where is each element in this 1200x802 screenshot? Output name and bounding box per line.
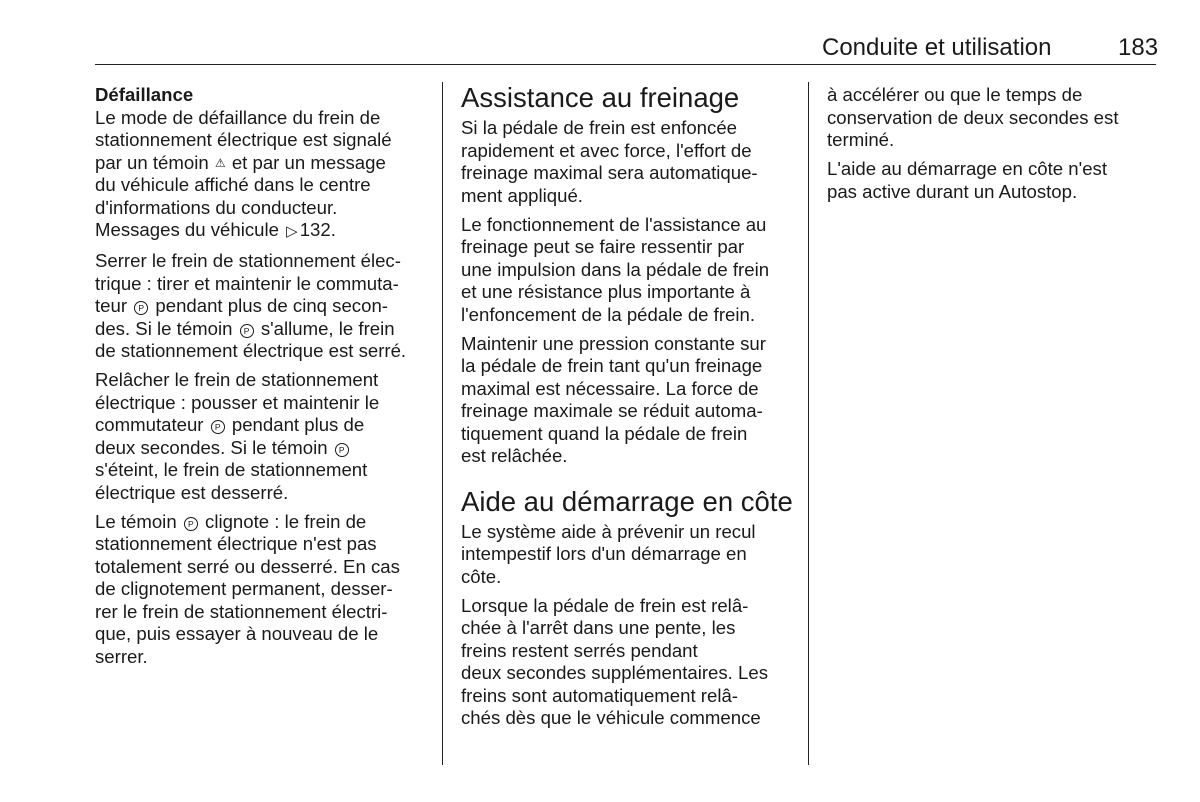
column-left: [95, 84, 406, 668]
parking-brake-p-icon: P: [240, 324, 254, 338]
parking-brake-p-icon: P: [335, 443, 349, 457]
column-divider-right: [808, 82, 809, 765]
paragraph: Lorsque la pédale de frein est relâ‐ chée à l'arrêt dans une pente, les freins restent serrés pendant deux secondes supplémentaires. Les freins sont automatiquement relâ‐ chés dès que le véhicule commence: [461, 594, 768, 728]
column-divider-left: [442, 82, 443, 765]
heading-aide-demarrage-cote: Aide au démarrage en côte: [461, 485, 793, 517]
arrow-reference-icon: ▷: [286, 223, 298, 240]
page-number: 183: [1118, 34, 1159, 61]
parking-brake-p-icon: P: [211, 420, 225, 434]
paragraph: Le témoin P clignote : le frein de stationnement électrique n'est pas totalement serré ou desserré. En cas de clignotement permanent, desser‐ rer le frein de stationnement électri‐ que, puis essayer à nouveau de le serrer.: [95, 510, 400, 667]
paragraph: Le fonctionnement de l'assistance au freinage peut se faire ressentir par une impulsion dans la pédale de frein et une résistance plus importante à l'enfoncement de la pédale de frein.: [461, 213, 770, 325]
header-rule: [95, 64, 1156, 65]
heading-assistance-freinage: Assistance au freinage: [461, 82, 740, 113]
parking-brake-fault-icon: ⚠: [214, 155, 226, 170]
column-middle: [461, 82, 793, 730]
paragraph: Serrer le frein de stationnement élec‐ trique : tirer et maintenir le commuta‐ teur P pendant plus de cinq secon‐ des. Si le témoin P s'allume, le frein de stationnement électrique est serré.: [95, 250, 407, 361]
paragraph: Relâcher le frein de stationnement électrique : pousser et maintenir le commutateur P pendant plus de deux secondes. Si le témoin P s'éteint, le frein de stationnement électrique est desserré.: [95, 369, 380, 503]
column-right: [827, 84, 1119, 203]
parking-brake-p-icon: P: [184, 517, 198, 531]
paragraph: Maintenir une pression constante sur la pédale de frein tant qu'un freinage maximal est nécessaire. La force de freinage maximale se réduit automa‐ tiquement quand la pédale de frein est relâchée.: [461, 332, 766, 466]
paragraph: L'aide au démarrage en côte n'est pas active durant un Autostop.: [827, 158, 1107, 202]
paragraph: Le système aide à prévenir un recul intempestif lors d'un démarrage en côte.: [461, 520, 756, 587]
parking-brake-p-icon: P: [134, 301, 148, 315]
subheading-defaillance: Défaillance: [95, 84, 194, 105]
paragraph: à accélérer ou que le temps de conservation de deux secondes est terminé.: [827, 84, 1119, 150]
paragraph: Si la pédale de frein est enfoncée rapidement et avec force, l'effort de freinage maximal sera automatique‐ ment appliqué.: [461, 117, 758, 206]
paragraph: Le mode de défaillance du frein de stationnement électrique est signalé par un témoin ⚠ et par un message du véhicule affiché dans le centre d'informations du conducteur. Messages du véhicule ▷ 132.: [95, 107, 406, 244]
section-title: Conduite et utilisation: [822, 34, 1052, 61]
